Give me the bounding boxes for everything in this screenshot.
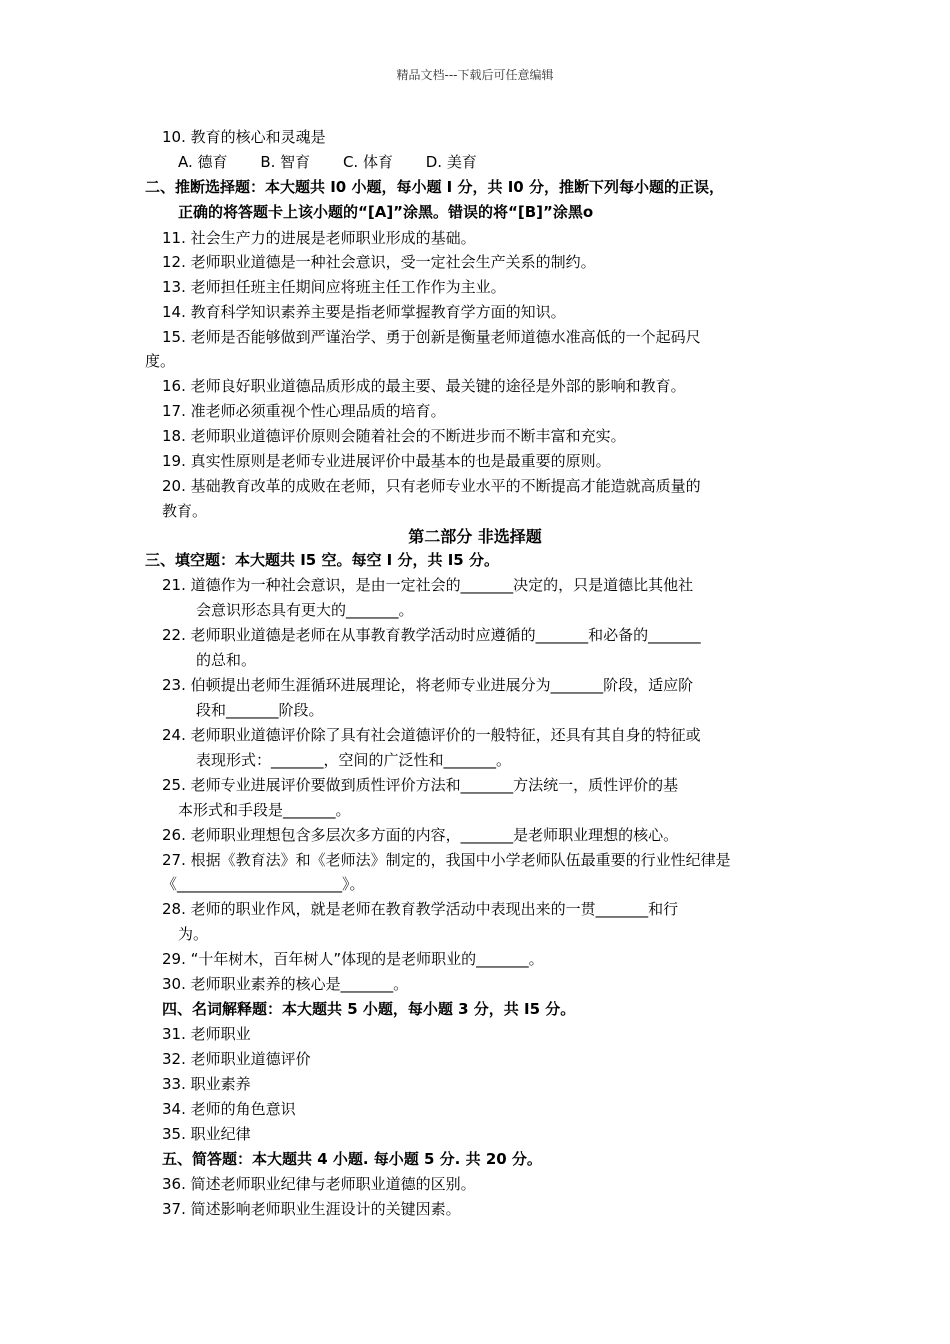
question-10-options: [178, 152, 505, 172]
section-2-title-line2: 正确的将答题卡上该小题的“[A]”涂黑。错误的将“[B]”涂黑o: [178, 203, 594, 221]
question-25: 25. 老师专业进展评价要做到质性评价方法和_______方法统一，质性评价的基: [162, 776, 679, 794]
question-22: 22. 老师职业道德是老师在从事教育教学活动时应遵循的_______和必备的_______: [162, 626, 701, 644]
question-23-cont: 段和_______阶段。: [196, 701, 324, 719]
question-30: 30. 老师职业素养的核心是_______。: [162, 975, 409, 993]
section-3-title: 三、填空题：本大题共 I5 空。每空 I 分，共 I5 分。: [145, 551, 499, 569]
question-16: 16. 老师良好职业道德品质形成的最主要、最关键的途径是外部的影响和教育。: [162, 377, 686, 395]
question-12: 12. 老师职业道德是一种社会意识，受一定社会生产关系的制约。: [162, 253, 596, 271]
question-20: 20. 基础教育改革的成败在老师，只有老师专业水平的不断提高才能造就高质量的: [162, 477, 701, 495]
question-35: 35. 职业纪律: [162, 1125, 251, 1143]
question-32: 32. 老师职业道德评价: [162, 1050, 311, 1068]
question-31: 31. 老师职业: [162, 1025, 251, 1043]
question-26: 26. 老师职业理想包含多层次多方面的内容，_______是老师职业理想的核心。: [162, 826, 679, 844]
question-15: 15. 老师是否能够做到严谨治学、勇于创新是衡量老师道德水准高低的一个起码尺: [162, 328, 701, 346]
question-33: 33. 职业素养: [162, 1075, 251, 1093]
question-20-cont: 教育。: [162, 502, 208, 520]
question-21-cont: 会意识形态具有更大的_______。: [196, 601, 414, 619]
question-22-cont: 的总和。: [196, 651, 257, 669]
question-24-cont: 表现形式：_______，空间的广泛性和_______。: [196, 751, 512, 769]
question-15-cont: 度。: [145, 352, 176, 370]
question-11: 11. 社会生产力的进展是老师职业形成的基础。: [162, 229, 476, 247]
question-25-cont: 本形式和手段是_______。: [178, 801, 351, 819]
question-28: 28. 老师的职业作风，就是老师在教育教学活动中表现出来的一贯_______和行: [162, 900, 679, 918]
question-24: 24. 老师职业道德评价除了具有社会道德评价的一般特征，还具有其自身的特征或: [162, 726, 701, 744]
section-4-title: 四、名词解释题：本大题共 5 小题，每小题 3 分，共 I5 分。: [162, 1000, 576, 1018]
question-13: 13. 老师担任班主任期间应将班主任工作作为主业。: [162, 278, 506, 296]
option-b: B. 智育: [260, 153, 311, 171]
question-23: 23. 伯顿提出老师生涯循环进展理论，将老师专业进展分为_______阶段，适应阶: [162, 676, 694, 694]
question-28-cont: 为。: [178, 925, 209, 943]
option-a: A. 德育: [178, 153, 228, 171]
question-21: 21. 道德作为一种社会意识，是由一定社会的_______决定的，只是道德比其他社: [162, 576, 694, 594]
question-34: 34. 老师的角色意识: [162, 1100, 296, 1118]
question-17: 17. 准老师必须重视个性心理品质的培育。: [162, 402, 446, 420]
question-10: 10. 教育的核心和灵魂是: [162, 128, 326, 146]
question-37: 37. 简述影响老师职业生涯设计的关键因素。: [162, 1200, 461, 1218]
question-27-cont: 《______________________》。: [162, 875, 365, 893]
option-d: D. 美育: [425, 153, 477, 171]
question-29: 29. “十年树木，百年树人”体现的是老师职业的_______。: [162, 950, 544, 968]
section-5-title: 五、简答题：本大题共 4 小题. 每小题 5 分. 共 20 分。: [162, 1150, 542, 1168]
question-27: 27. 根据《教育法》和《老师法》制定的，我国中小学老师队伍最重要的行业性纪律是: [162, 851, 731, 869]
part-2-title: 第二部分 非选择题: [408, 527, 542, 546]
question-19: 19. 真实性原则是老师专业进展评价中最基本的也是最重要的原则。: [162, 452, 611, 470]
question-14: 14. 教育科学知识素养主要是指老师掌握教育学方面的知识。: [162, 303, 566, 321]
page-header: 精品文档---下载后可任意编辑: [396, 68, 554, 82]
section-2-title-line1: 二、推断选择题：本大题共 I0 小题，每小题 I 分，共 I0 分，推断下列每小题的正误，: [145, 178, 724, 196]
question-36: 36. 简述老师职业纪律与老师职业道德的区别。: [162, 1175, 476, 1193]
question-18: 18. 老师职业道德评价原则会随着社会的不断进步而不断丰富和充实。: [162, 427, 626, 445]
option-c: C. 体育: [342, 153, 393, 171]
